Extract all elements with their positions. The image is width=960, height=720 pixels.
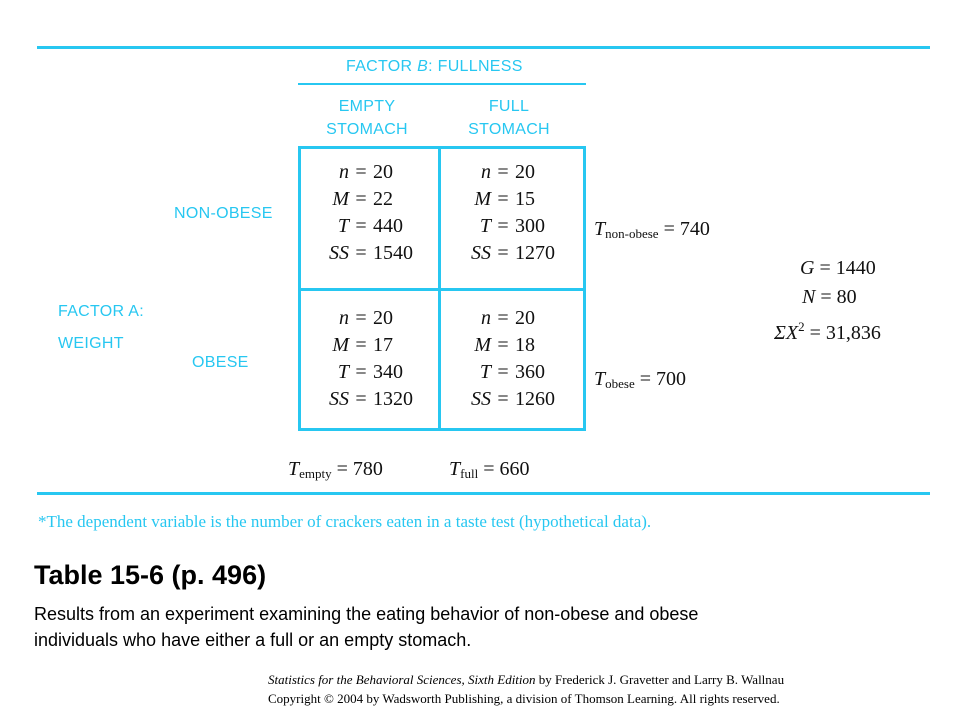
grand-n: N = 80 — [802, 286, 857, 308]
col-total-empty: $T_{empty} = 780$ — [288, 458, 383, 481]
cell-n-row: n = 20 — [481, 161, 535, 183]
cell-non-obese-full — [438, 146, 586, 291]
cell-ss-row: SS = 1540 — [329, 242, 413, 264]
cell-m-row: M = 22 — [332, 188, 393, 210]
grand-g: G = 1440 — [800, 257, 876, 279]
row-label-obese: OBESE — [192, 354, 249, 371]
grand-sum-x-squared: $\Sigma X^2 = 31,836$ — [774, 319, 881, 344]
cell-n-row: n = 20 — [481, 307, 535, 329]
cell-n-row: n = 20 — [339, 161, 393, 183]
cell-ss-row: SS = 1260 — [471, 388, 555, 410]
row-total-non-obese: $T_{non-obese} = 740$ — [594, 218, 710, 241]
cell-ss-row: SS = 1270 — [471, 242, 555, 264]
cell-non-obese-empty — [298, 146, 441, 291]
row-label-non-obese: NON-OBESE — [174, 205, 273, 222]
cell-t-row: T = 300 — [479, 215, 545, 237]
cell-t-row: T = 440 — [337, 215, 403, 237]
row-total-obese: $T_{obese} = 700$ — [594, 368, 687, 391]
footnote: *The dependent variable is the number of crackers eaten in a taste test (hypothetical data). — [38, 512, 652, 531]
cell-m-row: M = 17 — [332, 334, 393, 356]
column-header-empty: EMPTY STOMACH — [326, 98, 408, 138]
bottom-rule — [37, 492, 930, 495]
factor-a-title: FACTOR A: WEIGHT — [58, 303, 144, 352]
cell-obese-full — [438, 288, 586, 431]
factor-b-underline — [298, 83, 586, 85]
factor-b-title: FACTOR B: FULLNESS — [346, 58, 523, 75]
column-header-full: FULL STOMACH — [468, 98, 550, 138]
grand-stats — [774, 254, 881, 348]
book-credit: Statistics for the Behavioral Sciences, Sixth Edition by Frederick J. Gravetter and Larry B. Wallnau Copyright © 2004 by Wadsworth Publishing, a division of Thomson Learning. All rights reserved. — [268, 672, 785, 706]
cell-m-row: M = 18 — [474, 334, 535, 356]
cell-t-row: T = 340 — [337, 361, 403, 383]
slide-description: Results from an experiment examining the eating behavior of non-obese and obese individuals who have either a full or an empty stomach. — [34, 604, 699, 650]
slide-title: Table 15-6 (p. 496) — [34, 560, 267, 590]
cell-n-row: n = 20 — [339, 307, 393, 329]
cell-t-row: T = 360 — [479, 361, 545, 383]
cell-ss-row: SS = 1320 — [329, 388, 413, 410]
col-total-full: $T_{full} = 660$ — [449, 458, 530, 481]
top-rule — [37, 46, 930, 49]
cell-obese-empty — [298, 288, 441, 431]
cell-m-row: M = 15 — [474, 188, 535, 210]
